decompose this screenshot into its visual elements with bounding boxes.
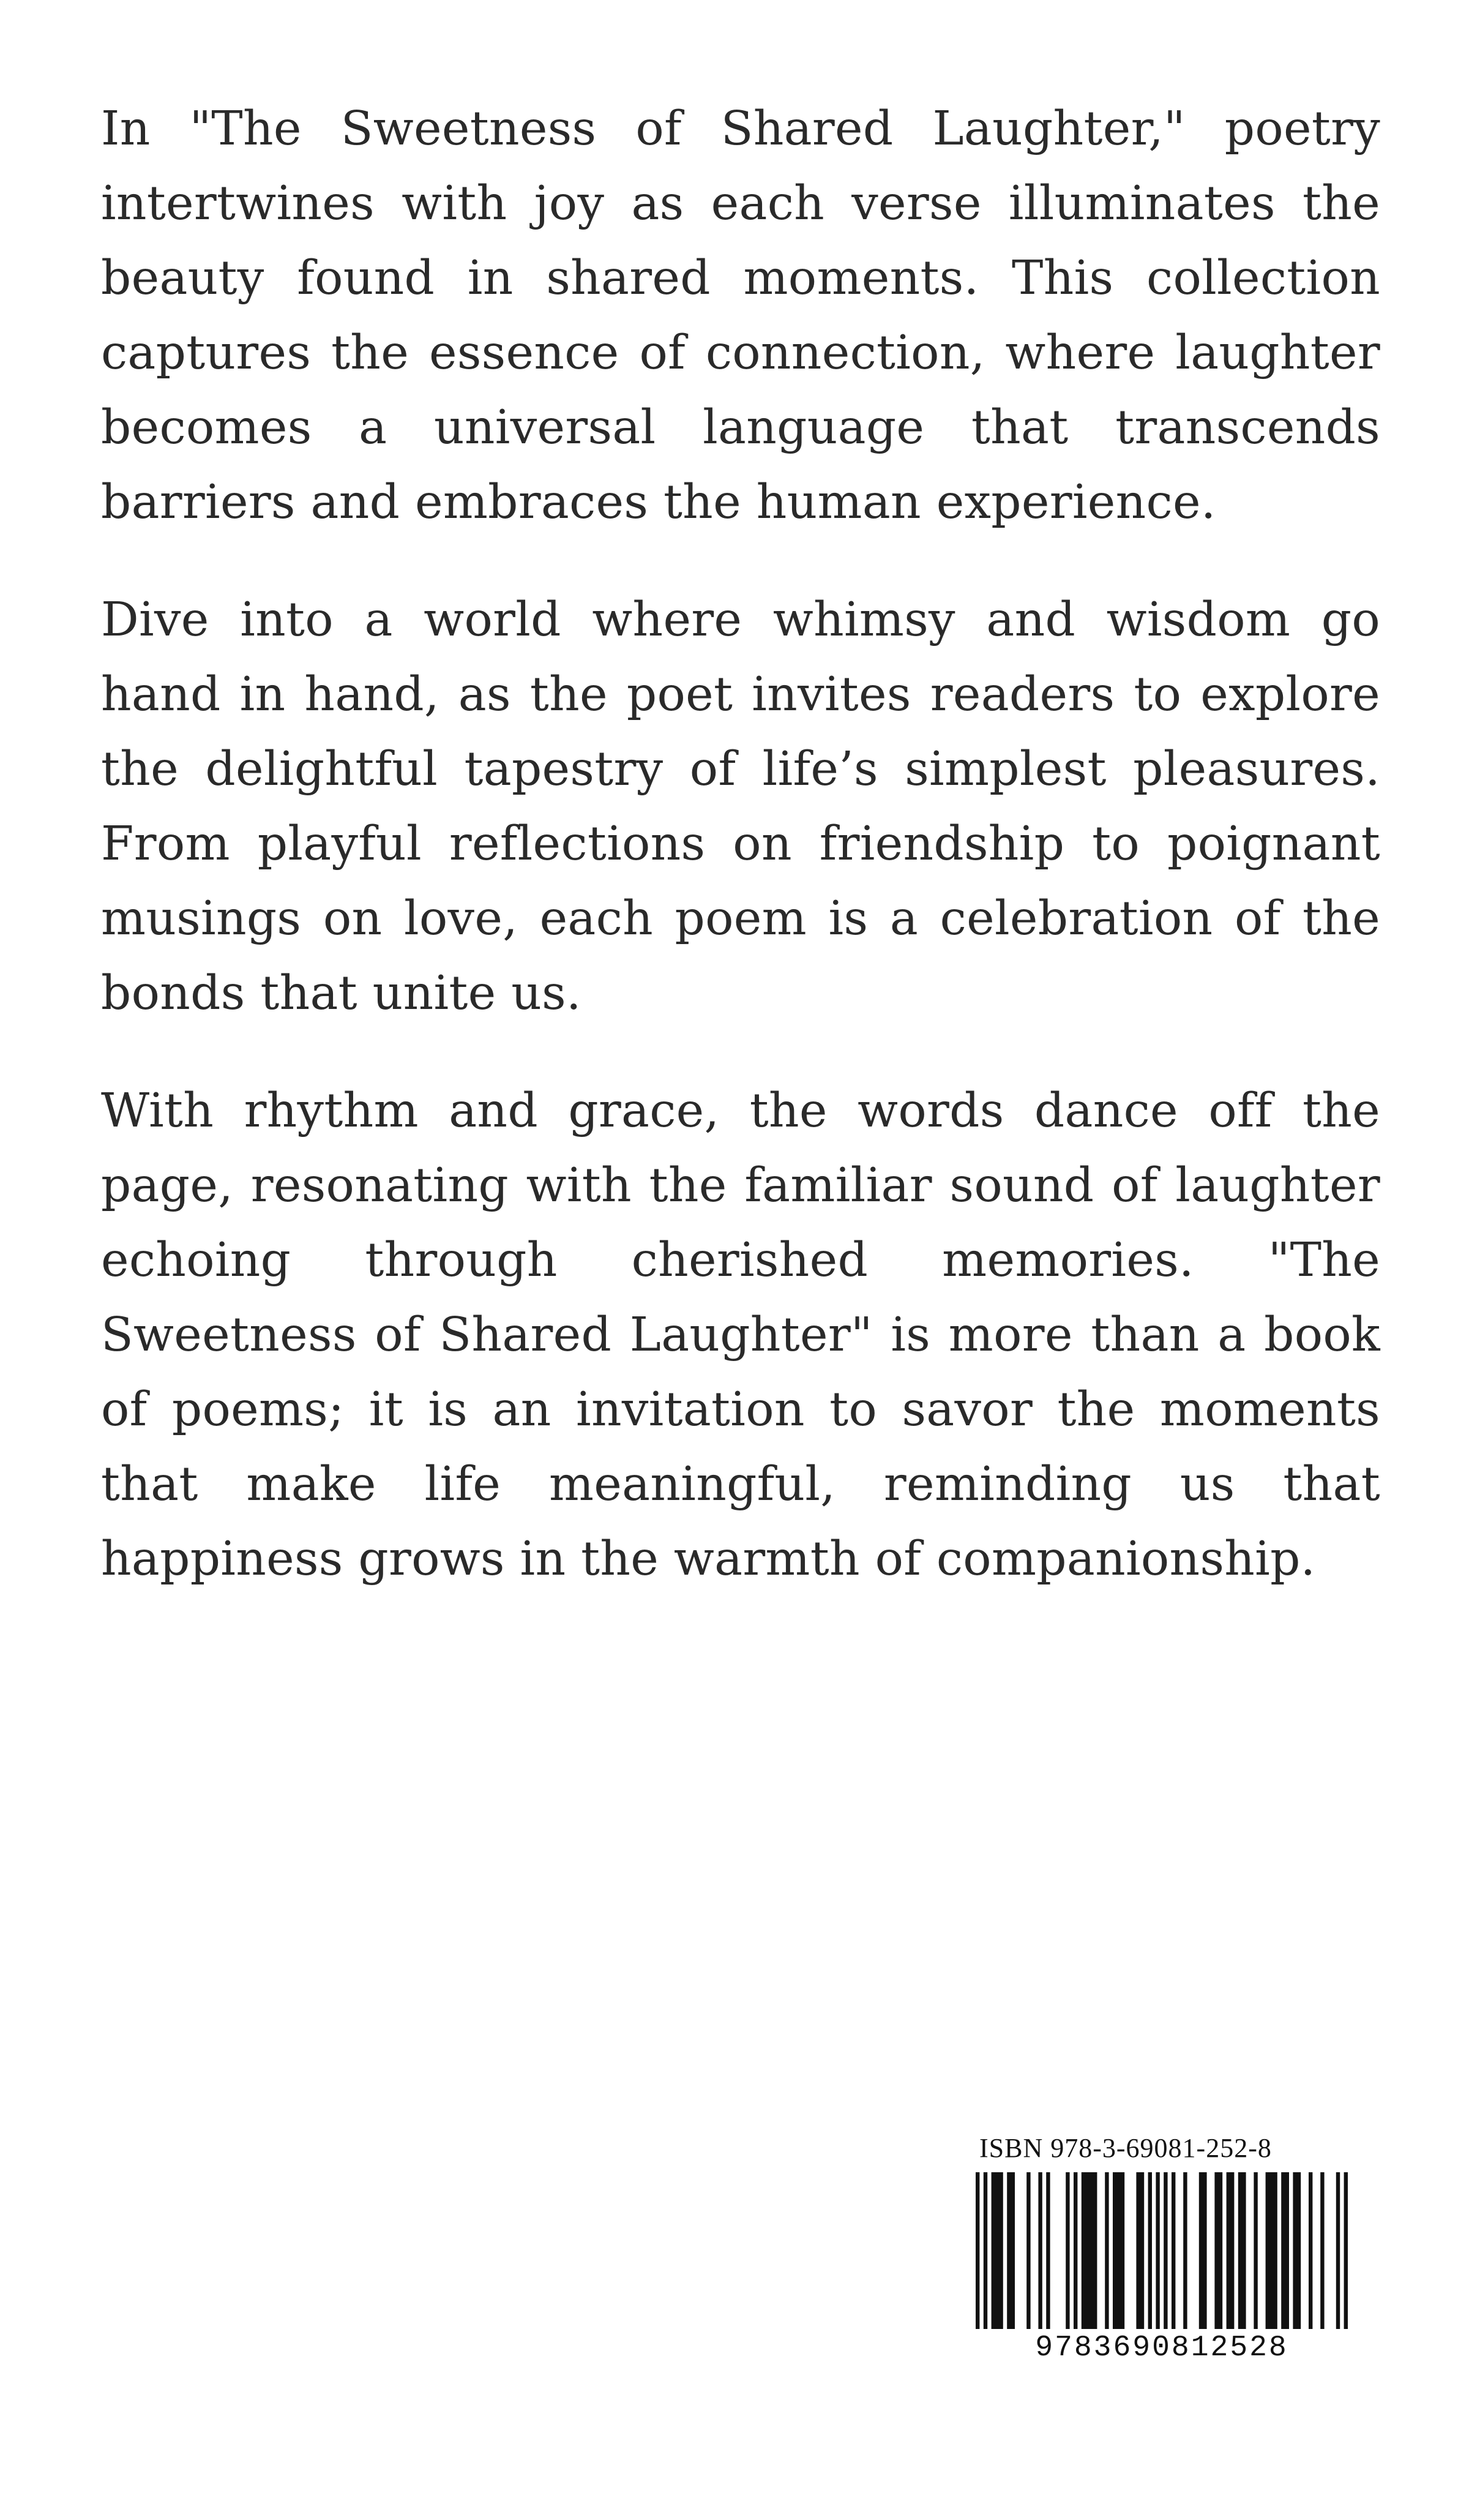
barcode-bar (1148, 2172, 1152, 2329)
barcode-bar (1113, 2172, 1124, 2329)
blurb-paragraph-1: In "The Sweetness of Shared Laughter," poetry intertwines with joy as each verse illuminates the beauty found in shared moments. This collection captures the essence of connection, where laughter becomes a universal language that transcends barriers and embraces the human experience. (101, 102, 1380, 530)
ean-number: 9783690812528 (1035, 2331, 1288, 2364)
barcode-bar (1281, 2172, 1289, 2329)
barcode-bar (1254, 2172, 1257, 2329)
isbn-barcode-block (966, 2118, 1358, 2376)
isbn-label: ISBN 978-3-69081-252-8 (979, 2133, 1272, 2163)
blurb-text (101, 92, 1380, 1640)
barcode-bar (1336, 2172, 1340, 2329)
barcode-bar (976, 2172, 979, 2329)
barcode-bar (1164, 2172, 1167, 2329)
blurb-paragraph-2: Dive into a world where whimsy and wisdom go hand in hand, as the poet invites readers to explore the delightful tapestry of life’s simplest pleasures. From playful reflections on friendship to poignant musings on love, each poem is a celebration of the bonds that unite us. (101, 593, 1380, 1021)
barcode-bar (1082, 2172, 1097, 2329)
barcode-bar (1156, 2172, 1159, 2329)
barcode-bar (1227, 2172, 1235, 2329)
barcode-bar (1266, 2172, 1277, 2329)
blurb-paragraph-3: With rhythm and grace, the words dance off the page, resonating with the familiar sound of laughter echoing through cherished memories. "The Sweetness of Shared Laughter" is more than a book of poems; it is an invitation to savor the moments that make life meaningful, reminding us that happiness grows in the warmth of companionship. (101, 1084, 1380, 1586)
barcode-bar (1136, 2172, 1144, 2329)
barcode-bar (1344, 2172, 1348, 2329)
barcode-bar (984, 2172, 987, 2329)
barcode-bar (1038, 2172, 1042, 2329)
barcode-bar (1199, 2172, 1207, 2329)
barcode-bar (992, 2172, 1003, 2329)
barcode-bar (1026, 2172, 1030, 2329)
barcode-bar (1309, 2172, 1312, 2329)
barcode-bar (1105, 2172, 1108, 2329)
barcode-bar (1074, 2172, 1077, 2329)
barcode-bar (1046, 2172, 1050, 2329)
barcode-bar (1183, 2172, 1187, 2329)
barcode-bar (1007, 2172, 1015, 2329)
barcode-bar (1214, 2172, 1222, 2329)
barcode-bar (1320, 2172, 1324, 2329)
barcode-bar (1238, 2172, 1246, 2329)
barcode-bar (1066, 2172, 1069, 2329)
barcode-bar (1293, 2172, 1301, 2329)
barcode-bar (1172, 2172, 1175, 2329)
barcode-bars (976, 2172, 1348, 2329)
